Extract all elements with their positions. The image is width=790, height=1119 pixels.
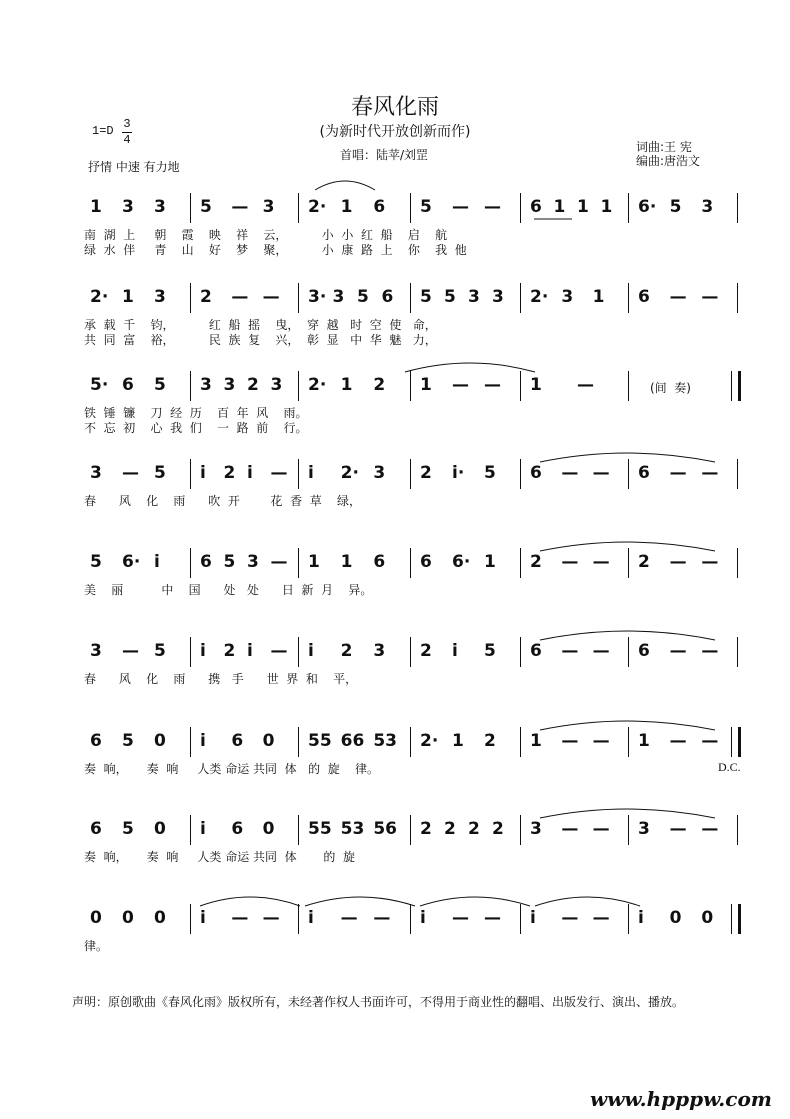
- note: 6: [231, 731, 244, 751]
- note: 55: [308, 731, 332, 751]
- bar-line: [520, 548, 521, 578]
- note: 2: [484, 731, 496, 751]
- note: —: [592, 463, 610, 483]
- note: i: [200, 641, 206, 661]
- note: 2: [247, 375, 259, 395]
- note: 6: [420, 552, 432, 572]
- note: 6: [638, 287, 650, 307]
- bar-line: [410, 371, 411, 401]
- note: 6: [638, 463, 650, 483]
- note: 0: [701, 908, 714, 928]
- note: 2: [530, 552, 542, 572]
- note: 1: [90, 197, 102, 217]
- note: 2: [373, 375, 386, 395]
- note: 3: [223, 375, 236, 395]
- note: —: [340, 908, 358, 928]
- bar-line: [737, 193, 738, 223]
- note: 3: [638, 819, 650, 839]
- bar-line: [190, 815, 191, 845]
- note: 3: [373, 463, 386, 483]
- time-signature: [122, 117, 132, 148]
- bar-line: [737, 548, 738, 578]
- note: 53: [340, 819, 365, 839]
- copyright-notice: 声明：原创歌曲《春风化雨》版权所有，未经著作权人书面许可，不得用于商业性的翻唱、出版发行、演出、播放。: [72, 995, 685, 1009]
- note: 1: [577, 197, 589, 217]
- note: 0: [262, 819, 275, 839]
- note: 1: [308, 552, 320, 572]
- note: i: [308, 908, 314, 928]
- note: 2: [638, 552, 650, 572]
- note: —: [561, 819, 579, 839]
- lyric-line: 奏 响， 奏 响 人类 命运 共同 体 的 旋: [84, 850, 355, 864]
- note: 6: [373, 197, 386, 217]
- bar-line: [298, 548, 299, 578]
- note: —: [669, 463, 687, 483]
- note: i·: [452, 463, 465, 483]
- bar-line: [520, 815, 521, 845]
- note: i: [247, 641, 253, 661]
- song-title: 春风化雨: [350, 95, 439, 120]
- note: i: [200, 463, 206, 483]
- note: i: [200, 819, 206, 839]
- note: 3: [154, 287, 166, 307]
- note: 2: [200, 287, 212, 307]
- note: 3: [154, 197, 166, 217]
- lyric-line: 铁 锤 镰 刀 经 历 百 年 风 雨。: [84, 406, 308, 420]
- note: —: [270, 552, 288, 572]
- note: 1: [452, 731, 464, 751]
- note: 5: [223, 552, 236, 572]
- note: 5: [420, 287, 432, 307]
- note: i: [638, 908, 644, 928]
- note: —: [577, 375, 594, 395]
- note: 3: [90, 463, 102, 483]
- note: —: [270, 463, 288, 483]
- note: —: [701, 641, 719, 661]
- note: 3: [262, 197, 275, 217]
- note: 6: [200, 552, 212, 572]
- note: 1: [600, 197, 613, 217]
- note: 5: [420, 197, 432, 217]
- bar-line: [298, 459, 299, 489]
- note: 0: [154, 819, 166, 839]
- bar-line: [520, 283, 521, 313]
- note: 1: [340, 197, 353, 217]
- bar-line: [628, 904, 629, 934]
- note: 2·: [308, 197, 327, 217]
- note: 3: [122, 197, 134, 217]
- note: 5: [154, 641, 166, 661]
- note: —: [262, 908, 280, 928]
- bar-line: [190, 459, 191, 489]
- note: 5: [90, 552, 102, 572]
- bar-line: [410, 459, 411, 489]
- note: 3: [701, 197, 714, 217]
- note: 2·: [420, 731, 439, 751]
- bar-line: [628, 371, 629, 401]
- note: i: [420, 908, 426, 928]
- note: 0: [154, 908, 166, 928]
- note: 5: [200, 197, 212, 217]
- note: 1: [638, 731, 650, 751]
- note: 6·: [452, 552, 471, 572]
- note: 5: [484, 463, 496, 483]
- note: —: [561, 552, 579, 572]
- bar-line: [410, 193, 411, 223]
- note: 0: [154, 731, 166, 751]
- note: 56: [373, 819, 397, 839]
- lyric-line: 春 风 化 雨 携 手 世 界 和 平，: [84, 672, 358, 686]
- bar-line: [628, 548, 629, 578]
- note: 55: [308, 819, 332, 839]
- note: 2·: [90, 287, 109, 307]
- note: —: [669, 552, 687, 572]
- note: 6: [530, 197, 542, 217]
- slur: [315, 181, 375, 190]
- lyric-line: 绿 水 伴 青 山 好 梦 聚， 小 康 路 上 你 我 他: [84, 243, 467, 257]
- note: 5: [357, 287, 369, 307]
- note: i: [247, 463, 253, 483]
- note: 1: [340, 552, 353, 572]
- lyric-line: 春 风 化 雨 吹 开 花 香 草 绿，: [84, 494, 361, 508]
- note: —: [701, 731, 719, 751]
- bar-line: [520, 904, 521, 934]
- note: 2: [223, 463, 236, 483]
- note: 2: [420, 819, 432, 839]
- note: 5: [484, 641, 496, 661]
- time-sig-top: 3: [123, 117, 131, 131]
- note: 53: [373, 731, 397, 751]
- bar-line: [190, 283, 191, 313]
- bar-line: [298, 727, 299, 757]
- note: 5: [444, 287, 456, 307]
- note: —: [122, 463, 139, 483]
- bar-line: [628, 193, 629, 223]
- note: —: [701, 552, 719, 572]
- note: —: [484, 908, 501, 928]
- note: —: [452, 375, 469, 395]
- tempo-marking: 抒情 中速 有力地: [88, 160, 180, 174]
- bar-line: [520, 637, 521, 667]
- note: 5·: [90, 375, 109, 395]
- note: i: [452, 641, 458, 661]
- note: 6: [122, 375, 134, 395]
- note: 6: [231, 819, 244, 839]
- bar-line: [410, 904, 411, 934]
- note: 6: [638, 641, 650, 661]
- note: 2: [492, 819, 504, 839]
- arrangement-credit: 编曲:唐浩文: [636, 154, 701, 168]
- note: i: [154, 552, 160, 572]
- note: 2: [340, 641, 353, 661]
- note: 0: [669, 908, 682, 928]
- note: 1: [553, 197, 566, 217]
- lyric-line: 律。: [84, 939, 109, 953]
- note: —: [270, 641, 288, 661]
- note: 0: [122, 908, 134, 928]
- note: 2: [420, 463, 432, 483]
- slur: [535, 897, 640, 906]
- note: —: [669, 819, 687, 839]
- note: 6: [381, 287, 394, 307]
- note: 0: [90, 908, 102, 928]
- note: 6·: [638, 197, 657, 217]
- time-sig-bottom: 4: [123, 133, 131, 147]
- note: 66: [340, 731, 365, 751]
- double-bar-line: [731, 904, 741, 934]
- bar-line: [298, 283, 299, 313]
- note: —: [561, 731, 579, 751]
- note: 2·: [308, 375, 327, 395]
- note: i: [200, 731, 206, 751]
- note: 2: [223, 641, 236, 661]
- bar-line: [298, 371, 299, 401]
- lyric-line: 南 湖 上 朝 霞 映 祥 云， 小 小 红 船 启 航: [84, 228, 448, 242]
- note: —: [231, 287, 249, 307]
- note: 1: [122, 287, 134, 307]
- note: 1: [592, 287, 605, 307]
- bar-line: [190, 548, 191, 578]
- bar-line: [298, 904, 299, 934]
- note: —: [262, 287, 280, 307]
- note: 2: [444, 819, 456, 839]
- bar-line: [628, 637, 629, 667]
- bar-line: [737, 637, 738, 667]
- bar-line: [298, 193, 299, 223]
- note: 2·: [530, 287, 549, 307]
- note: 2: [420, 641, 432, 661]
- note: 6: [90, 731, 102, 751]
- note: 3: [200, 375, 212, 395]
- note: —: [561, 641, 579, 661]
- bar-line: [190, 371, 191, 401]
- note: 5: [154, 375, 166, 395]
- note: 6: [530, 641, 542, 661]
- bar-line: [628, 459, 629, 489]
- note: 3: [332, 287, 345, 307]
- note: —: [669, 641, 687, 661]
- note: 3: [561, 287, 574, 307]
- note: 6: [90, 819, 102, 839]
- note: 2: [468, 819, 480, 839]
- bar-line: [410, 637, 411, 667]
- note: —: [701, 819, 719, 839]
- lyric-line: 承 载 千 钧， 红 船 摇 曳， 穿 越 时 空 使 命，: [84, 318, 437, 332]
- note: —: [669, 731, 687, 751]
- note: —: [592, 908, 610, 928]
- song-subtitle: (为新时代开放创新而作): [319, 124, 471, 140]
- note: 3: [373, 641, 386, 661]
- note: —: [231, 197, 249, 217]
- note: 3: [468, 287, 480, 307]
- bar-line: [520, 371, 521, 401]
- note: 0: [262, 731, 275, 751]
- slur: [200, 897, 300, 906]
- bar-line: [410, 727, 411, 757]
- note: i: [200, 908, 206, 928]
- bar-line: [298, 637, 299, 667]
- bar-line: [410, 815, 411, 845]
- bar-line: [737, 283, 738, 313]
- note: 3: [530, 819, 542, 839]
- note: 2·: [340, 463, 359, 483]
- note: 1: [420, 375, 432, 395]
- bar-line: [190, 904, 191, 934]
- note: —: [561, 908, 579, 928]
- note: —: [592, 819, 610, 839]
- lyric-line: 不 忘 初 心 我 们 一 路 前 行。: [84, 421, 308, 435]
- note: 6: [530, 463, 542, 483]
- slur: [305, 897, 415, 906]
- bar-line: [628, 727, 629, 757]
- note: —: [669, 287, 687, 307]
- bar-line: [737, 459, 738, 489]
- interlude-label: (间 奏): [650, 381, 691, 395]
- bar-line: [410, 548, 411, 578]
- bar-line: [520, 193, 521, 223]
- lyrics-credit: 词曲:王 宪: [636, 140, 692, 154]
- note: —: [122, 641, 139, 661]
- key-signature: 1=D: [92, 124, 114, 138]
- double-bar-line: [731, 371, 741, 401]
- note: 3·: [308, 287, 327, 307]
- dc-marking: D.C.: [718, 760, 741, 774]
- note: —: [484, 375, 501, 395]
- bar-line: [190, 727, 191, 757]
- slur: [405, 363, 535, 372]
- bar-line: [190, 193, 191, 223]
- note: —: [452, 908, 469, 928]
- slur: [420, 897, 530, 906]
- note: 1: [340, 375, 353, 395]
- lyric-line: 美 丽 中 国 处 处 日 新 月 异。: [84, 583, 373, 597]
- note: —: [592, 641, 610, 661]
- note: i: [530, 908, 536, 928]
- note: 1: [530, 375, 542, 395]
- note: —: [231, 908, 249, 928]
- note: 6: [373, 552, 386, 572]
- note: —: [561, 463, 579, 483]
- note: 3: [90, 641, 102, 661]
- note: —: [701, 287, 719, 307]
- bar-line: [520, 459, 521, 489]
- bar-line: [298, 815, 299, 845]
- bar-line: [520, 727, 521, 757]
- note: —: [701, 463, 719, 483]
- watermark: www.hpppw.com: [590, 1087, 772, 1111]
- note: 5: [122, 731, 134, 751]
- note: —: [373, 908, 391, 928]
- note: 1: [530, 731, 542, 751]
- bar-line: [628, 815, 629, 845]
- singer-credit: 首唱：陆苹/刘罡: [340, 148, 429, 162]
- double-bar-line: [731, 727, 741, 757]
- note: —: [452, 197, 469, 217]
- bar-line: [190, 637, 191, 667]
- bar-line: [737, 815, 738, 845]
- note: —: [592, 552, 610, 572]
- note: 1: [484, 552, 496, 572]
- note: 5: [122, 819, 134, 839]
- lyric-line: 奏 响， 奏 响 人类 命运 共同 体 的 旋 律。: [84, 762, 379, 776]
- note: 5: [669, 197, 682, 217]
- note: 3: [270, 375, 283, 395]
- bar-line: [628, 283, 629, 313]
- note: i: [308, 641, 314, 661]
- lyric-line: 共 同 富 裕， 民 族 复 兴， 彰 显 中 华 魅 力，: [84, 333, 437, 347]
- note: 3: [492, 287, 504, 307]
- note: —: [592, 731, 610, 751]
- note: 5: [154, 463, 166, 483]
- note: —: [484, 197, 501, 217]
- note: 6·: [122, 552, 141, 572]
- note: i: [308, 463, 314, 483]
- note: 3: [247, 552, 259, 572]
- bar-line: [410, 283, 411, 313]
